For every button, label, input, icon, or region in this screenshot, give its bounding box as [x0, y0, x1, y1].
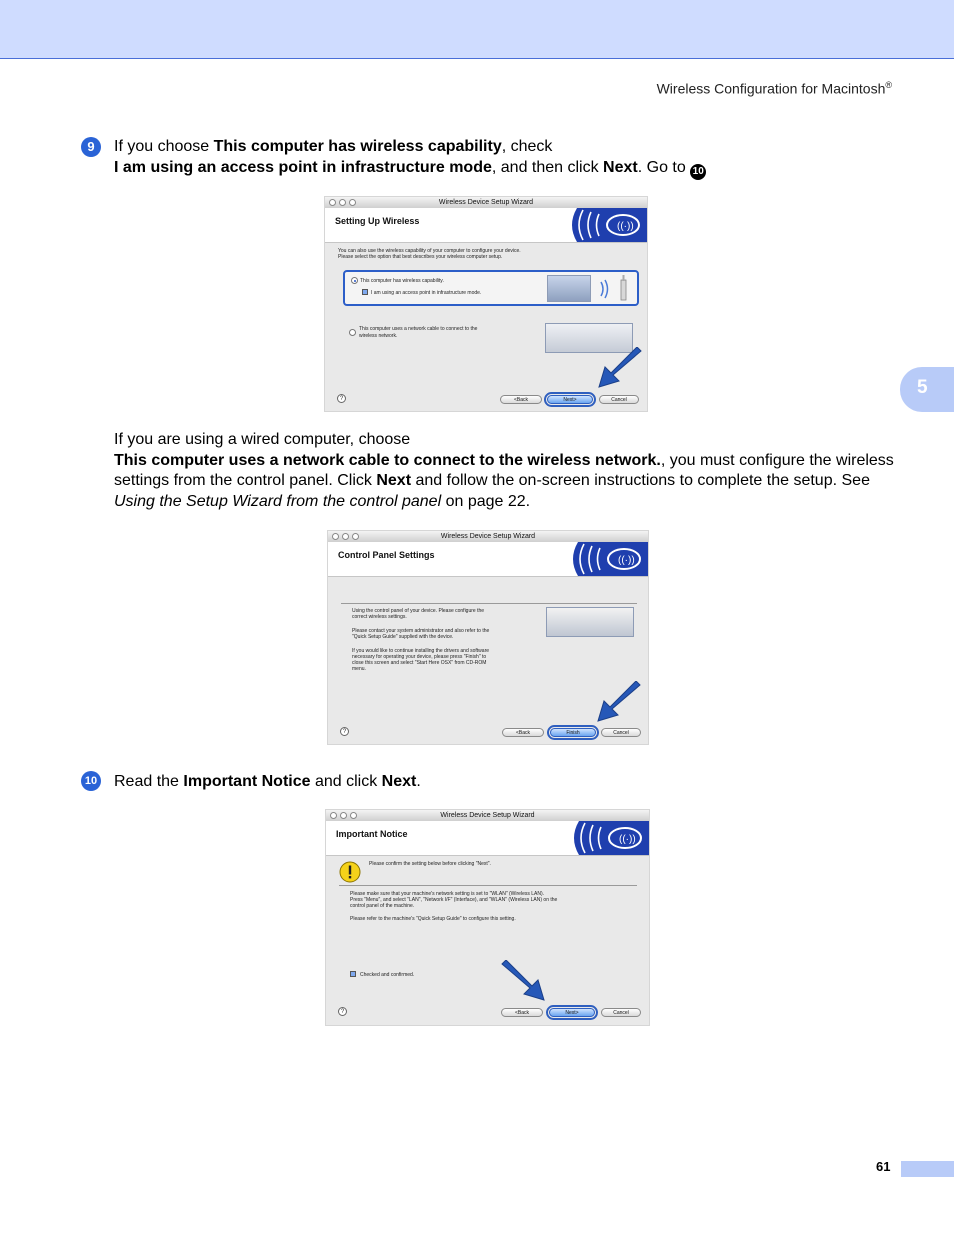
content-divider	[339, 885, 637, 886]
back-button[interactable]: <Back	[500, 395, 542, 404]
chapter-tab: 5	[900, 367, 954, 412]
option-wireless-capability-selected[interactable]	[343, 270, 639, 306]
page-header-band	[0, 0, 954, 59]
network-cable-label-line-1: This computer uses a network cable to connect to the	[359, 326, 478, 332]
wireless-logo-icon	[549, 821, 649, 855]
control-panel-text-line-4: "Quick Setup Guide" supplied with the device.	[352, 634, 454, 640]
wizard-banner	[328, 542, 648, 577]
network-cable-label-line-2: wireless network.	[359, 333, 398, 339]
wizard-heading: Important Notice	[336, 829, 408, 839]
notice-text-line-2: Press "Menu", and select "LAN", "Network I/F" (Interface), and "WLAN" (Wireless LAN) on the	[350, 897, 558, 903]
cancel-button[interactable]: Cancel	[601, 728, 641, 737]
control-panel-text-line-5: If you would like to continue installing the drivers and software	[352, 648, 490, 654]
wizard-banner	[326, 821, 649, 856]
next-button[interactable]: Next>	[547, 395, 593, 404]
infrastructure-mode-checkbox[interactable]	[362, 289, 368, 295]
warning-icon	[339, 861, 361, 883]
step-9-badge: 9	[81, 137, 101, 157]
back-button[interactable]: <Back	[501, 1008, 543, 1017]
wizard-window-control-panel-settings	[327, 530, 649, 745]
wizard-window-important-notice	[325, 809, 650, 1026]
svg-text:((·)): ((·))	[617, 221, 634, 232]
cross-reference-link[interactable]: Using the Setup Wizard from the control panel	[114, 492, 442, 510]
access-point-icon	[595, 274, 635, 304]
wizard-heading: Control Panel Settings	[338, 550, 435, 560]
control-panel-text-line-8: menu.	[352, 666, 366, 672]
pointer-arrow-icon	[498, 960, 548, 1002]
help-button[interactable]: ?	[340, 727, 349, 736]
control-panel-text-line-7: close this screen and select "Start Here OSX" from CD-ROM	[352, 660, 487, 666]
running-header: Wireless Configuration for Macintosh®	[656, 80, 892, 97]
confirm-instruction: Please confirm the setting below before clicking "Next".	[369, 861, 491, 867]
pointer-arrow-icon	[595, 347, 645, 389]
network-cable-radio[interactable]	[349, 329, 356, 336]
wireless-capability-label: This computer has wireless capability.	[360, 278, 444, 284]
intro-text-line-1: You can also use the wireless capability of your computer to configure your device.	[338, 248, 521, 254]
cancel-button[interactable]: Cancel	[599, 395, 639, 404]
control-panel-text-line-2: correct wireless settings.	[352, 614, 407, 620]
pointer-arrow-icon	[594, 681, 644, 723]
intro-text-line-2: Please select the option that best describes your wireless computer setup.	[338, 254, 503, 260]
wizard-banner	[325, 208, 647, 243]
wireless-capability-radio[interactable]	[351, 277, 358, 284]
control-panel-text-line-3: Please contact your system administrator and also refer to the	[352, 628, 490, 634]
window-title: Wireless Device Setup Wizard	[440, 533, 536, 540]
svg-text:((·)): ((·))	[618, 555, 635, 566]
page-number: 61	[876, 1159, 891, 1174]
notice-text-line-4: Please refer to the machine's "Quick Setup Guide" to configure this setting.	[350, 916, 516, 922]
help-button[interactable]: ?	[337, 394, 346, 403]
window-title: Wireless Device Setup Wizard	[440, 812, 535, 819]
svg-text:((·)): ((·))	[619, 834, 636, 845]
notice-text-line-1: Please make sure that your machine's network setting is set to "WLAN" (Wireless LAN).	[350, 891, 545, 897]
infrastructure-mode-label: I am using an access point in infrastructure mode.	[371, 290, 482, 296]
next-button[interactable]: Next>	[549, 1008, 595, 1017]
step-10-reference: 10	[690, 164, 706, 180]
back-button[interactable]: <Back	[502, 728, 544, 737]
printer-control-panel-illustration-icon	[546, 607, 634, 637]
wireless-logo-icon	[548, 542, 648, 576]
cancel-button[interactable]: Cancel	[601, 1008, 641, 1017]
wired-computer-instructions: If you are using a wired computer, choose This computer uses a network cable to connect to the wireless network., you must configure the wireless settings from the control panel. Click Next and follow the on-screen instructions to complete the setup. See Using the Setup Wizard from the control panel on page 22.	[114, 431, 894, 510]
wireless-logo-icon	[547, 208, 647, 242]
wizard-heading: Setting Up Wireless	[335, 216, 420, 226]
step-10-text: Read the Important Notice and click Next.	[114, 773, 421, 790]
step-9-text: If you choose This computer has wireless capability, check I am using an access point in infrastructure mode, and then click Next. Go to 10	[114, 137, 904, 180]
content-divider	[341, 603, 637, 604]
control-panel-text-line-6: necessary for operating your device, please press "Finish" to	[352, 654, 487, 660]
notice-text-line-3: control panel of the machine.	[350, 903, 415, 909]
window-title: Wireless Device Setup Wizard	[438, 199, 534, 206]
page-footer-bar	[901, 1161, 954, 1177]
finish-button[interactable]: Finish	[550, 728, 596, 737]
checked-and-confirmed-label: Checked and confirmed.	[360, 972, 415, 978]
step-10-badge: 10	[81, 771, 101, 791]
help-button[interactable]: ?	[338, 1007, 347, 1016]
control-panel-text-line-1: Using the control panel of your device. Please configure the	[352, 608, 485, 614]
checked-and-confirmed-checkbox[interactable]	[350, 971, 356, 977]
laptop-illustration-icon	[547, 275, 591, 302]
wizard-window-setting-up-wireless	[324, 196, 648, 412]
